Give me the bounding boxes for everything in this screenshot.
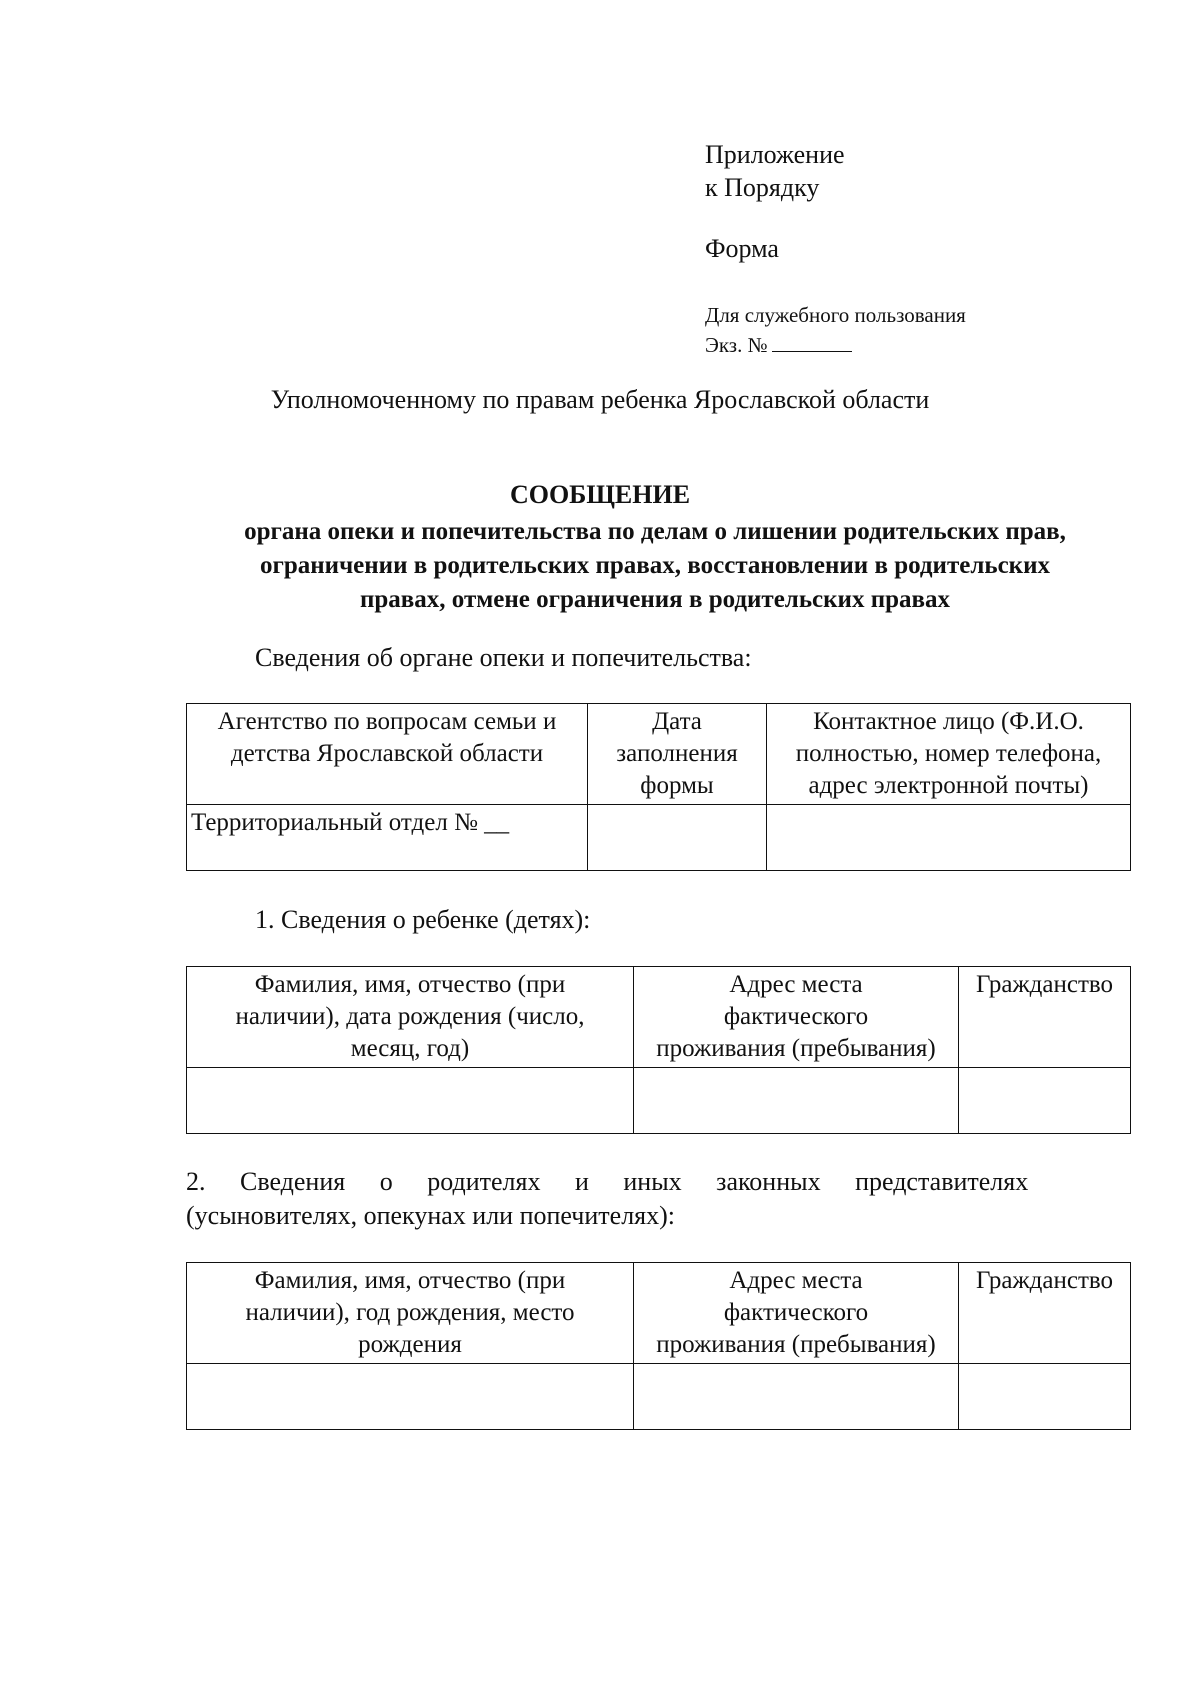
section-parents-line-1 [186,1165,1131,1199]
cell-line: Агентство по вопросам семьи и [217,708,557,735]
cell-line: месяц, год) [350,1035,470,1062]
date-input-cell[interactable] [588,805,767,871]
form-label: Форма [705,234,779,263]
cell-line: Фамилия, имя, отчество (при [254,1267,566,1294]
cell-line: проживания (пребывания) [656,1331,936,1358]
cell-line: детства Ярославской области [230,740,544,767]
appendix-note [705,138,845,204]
table-row [187,805,1131,871]
word: иных [623,1167,682,1196]
word: представителях [855,1167,1029,1196]
cell-line: фактического [723,1003,869,1030]
word: законных [716,1167,821,1196]
appendix-line-2: к Порядку [705,173,820,202]
header-cell-child-citizenship: Гражданство [959,967,1131,1068]
section-guardianship-heading: Сведения об органе опеки и попечительства: [255,643,752,672]
cell-line: Адрес места [729,971,863,998]
table-row [187,704,1131,805]
word: Сведения [240,1167,346,1196]
section-parents-line-2: (усыновителях, опекунах или попечителях): [186,1201,676,1230]
cell-line: Фамилия, имя, отчество (при [254,971,566,998]
restricted-label: Для служебного пользования [705,303,966,327]
subtitle-line-3: правах, отмене ограничения в родительских правах [359,586,951,613]
cell-line: Дата [652,708,702,735]
header-cell-child-name [187,967,634,1068]
document-subtitle [150,515,1160,617]
copy-number [705,330,966,360]
parent-address-input-cell[interactable] [634,1364,959,1430]
cell-line: заполнения [616,740,738,767]
addressee: Уполномоченному по правам ребенка Ярославской области [270,385,930,414]
table-row [187,1263,1131,1364]
section-number: 2. [186,1167,206,1196]
restricted-stamp [705,300,966,360]
word: о [379,1167,393,1196]
header-cell-date [588,704,767,805]
child-table [186,966,1131,1134]
header-cell-child-address [634,967,959,1068]
header-cell-contact [767,704,1131,805]
child-address-input-cell[interactable] [634,1068,959,1134]
cell-line: проживания (пребывания) [656,1035,936,1062]
parent-name-input-cell[interactable] [187,1364,634,1430]
header-cell-parent-citizenship: Гражданство [959,1263,1131,1364]
word: родителях [427,1167,541,1196]
table-row [187,1364,1131,1430]
cell-line: рождения [358,1331,462,1358]
parent-citizenship-input-cell[interactable] [959,1364,1131,1430]
subtitle-line-2: ограничении в родительских правах, восстановлении в родительских [260,552,1050,579]
cell-line: Контактное лицо (Ф.И.О. [813,708,1084,735]
territorial-department-cell[interactable]: Территориальный отдел № __ [187,805,588,871]
header-cell-parent-address [634,1263,959,1364]
word: и [574,1167,589,1196]
cell-line: полностью, номер телефона, [795,740,1102,767]
copy-number-blank [772,333,852,352]
table-row [187,1068,1131,1134]
copy-number-label: Экз. № [705,333,768,357]
cell-line: фактического [723,1299,869,1326]
parents-table [186,1262,1131,1430]
section-child-heading: 1. Сведения о ребенке (детях): [255,905,591,934]
child-citizenship-input-cell[interactable] [959,1068,1131,1134]
contact-input-cell[interactable] [767,805,1131,871]
table-row [187,967,1131,1068]
cell-line: наличии), дата рождения (число, [235,1003,585,1030]
document-title: СООБЩЕНИЕ [509,480,691,509]
cell-line: адрес электронной почты) [808,772,1089,799]
cell-line: формы [640,772,714,799]
cell-line: Адрес места [729,1267,863,1294]
section-parents-heading [186,1165,1131,1233]
subtitle-line-1: органа опеки и попечительства по делам о лишении родительских прав, [244,518,1066,545]
guardianship-table [186,703,1131,871]
header-cell-agency [187,704,588,805]
cell-line: наличии), год рождения, место [245,1299,575,1326]
header-cell-parent-name [187,1263,634,1364]
child-name-input-cell[interactable] [187,1068,634,1134]
appendix-line-1: Приложение [705,140,845,169]
